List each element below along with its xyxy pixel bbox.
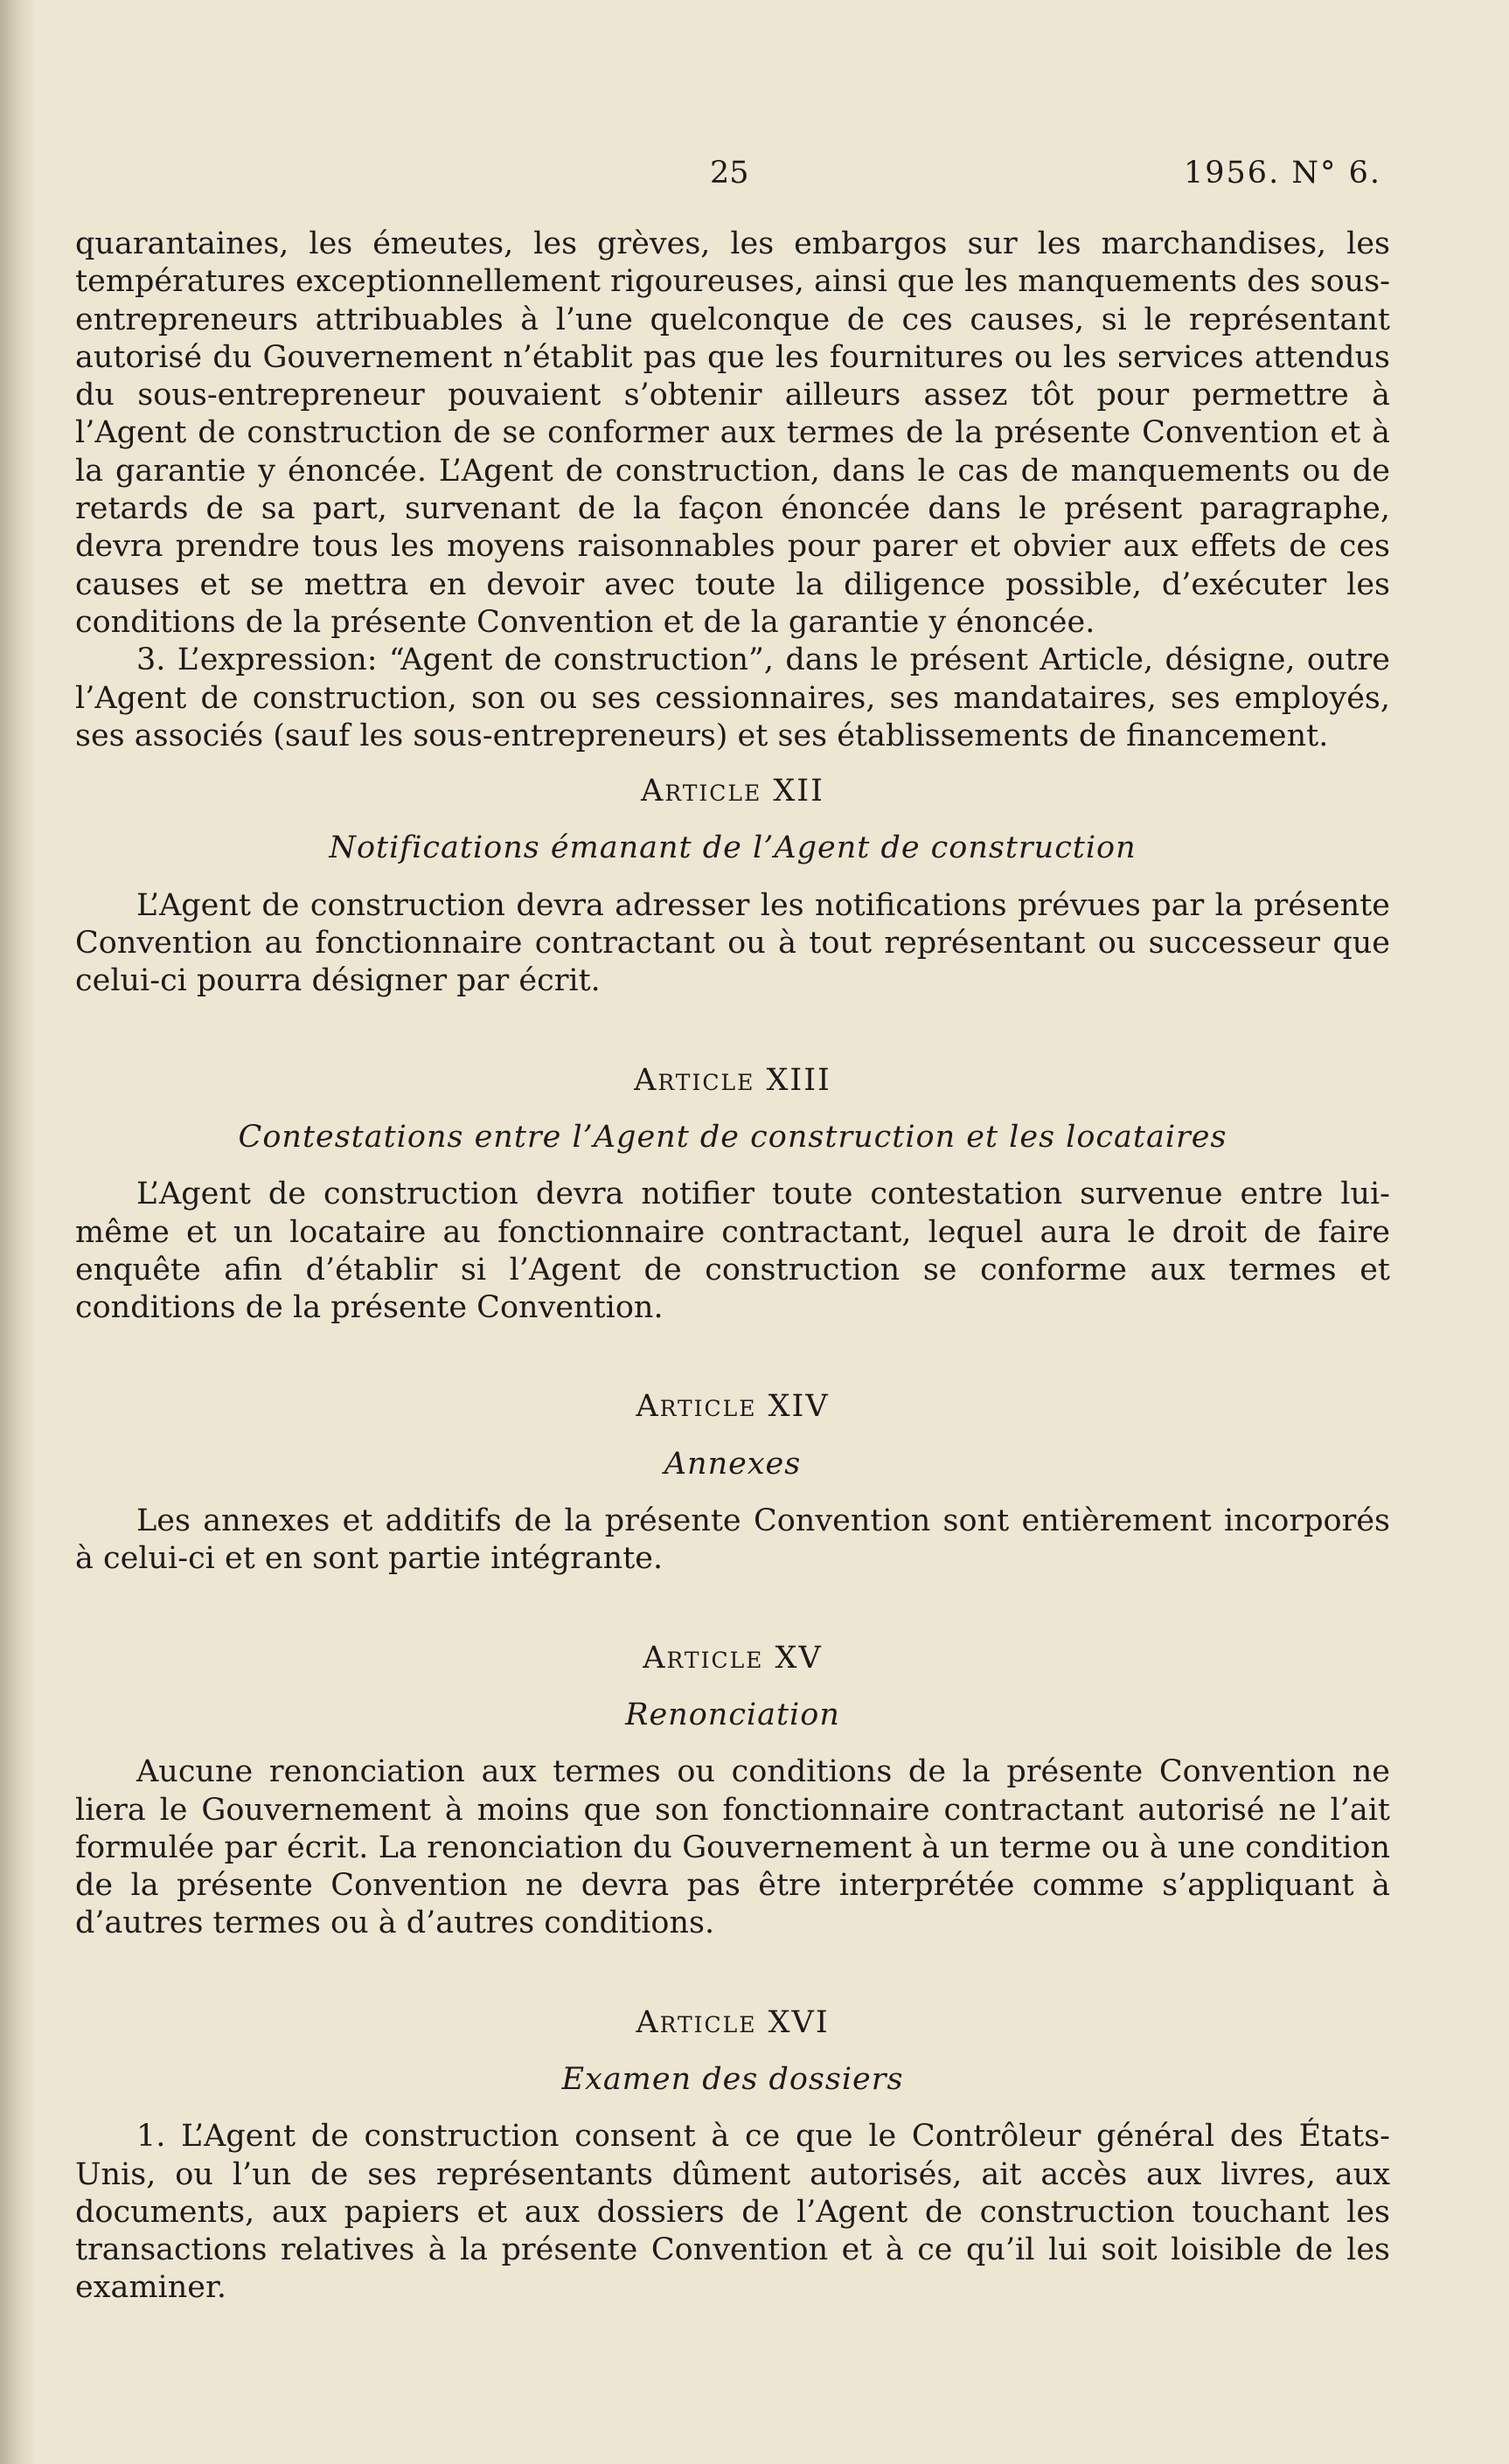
article-15-heading: Article XV [643,1640,823,1676]
page-header [0,156,1509,199]
article-14-title: Annexes [664,1446,802,1482]
article-16-heading: Article XVI [636,2004,830,2040]
article-13-heading: Article XIII [634,1062,831,1098]
article-13-title: Contestations entre l’Agent de construction et les locataires [238,1119,1227,1155]
page-binding-shadow [0,0,35,2464]
document-body [75,226,1390,2308]
article-16-title: Examen des dossiers [561,2061,904,2097]
article-15-text: Aucune renonciation aux termes ou conditions de la présente Convention ne liera le Gouvernement à moins que son fonctionnaire contractant autorisé ne l’ait formulée par écrit. La renonciation du Gouvernement à un terme ou à une condition de la présente Convention ne devra pas être interprétée comme s’appliquant à d’autres termes ou à d’autres conditions. [75,1754,1390,1941]
article-13-text: L’Agent de construction devra notifier toute contestation survenue entre lui-même et un locataire au fonctionnaire contractant, lequel aura le droit de faire enquête afin d’établir si l’Agent de construction se conforme aux termes et conditions de la présente Convention. [75,1176,1390,1326]
paragraph-continued: quarantaines, les émeutes, les grèves, les embargos sur les marchandises, les températures exceptionnellement rigoureuses, ainsi que les manquements des sous-entrepreneurs attribuables à l’une quelconque de ces causes, si le représentant autorisé du Gouvernement n’établit pas que les fournitures ou les services attendus du sous-entrepreneur pouvaient s’obtenir ailleurs assez tôt pour permettre à l’Agent de construction de se conformer aux termes de la présente Convention et à la garantie y énoncée. L’Agent de construction, dans le cas de manquements ou de retards de sa part, survenant de la façon énoncée dans le présent paragraphe, devra prendre tous les moyens raisonnables pour parer et obvier aux effets de ces causes et se mettra en devoir avec toute la diligence possible, d’exécuter les conditions de la présente Convention et de la garantie y énoncée. [75,226,1390,640]
article-14-text: Les annexes et additifs de la présente Convention sont entièrement incorporés à celui-ci et en sont partie intégrante. [75,1503,1390,1577]
article-14-heading: Article XIV [636,1389,830,1425]
article-12-heading: Article XII [641,774,824,809]
treaty-reference: 1956. N° 6. [1184,156,1381,191]
article-12-text: L’Agent de construction devra adresser les notifications prévues par la présente Convention au fonctionnaire contractant ou à tout représentant ou successeur que celui-ci pourra désigner par écrit. [75,887,1390,999]
article-16-text: 1. L’Agent de construction consent à ce que le Contrôleur général des États-Unis, ou l’un de ses représentants dûment autorisés, ait accès aux livres, aux documents, aux papiers et aux dossiers de l’Agent de construction touchant les transactions relatives à la présente Convention et à ce qu’il lui soit loisible de les examiner. [75,2119,1390,2306]
article-15-title: Renonciation [625,1697,840,1732]
paragraph-definition: 3. L’expression: “Agent de construction”, dans le présent Article, désigne, outre l’Agent de construction, son ou ses cessionnaires, ses mandataires, ses employés, ses associés (sauf les sous-entrepreneurs) et ses établissements de financement. [75,642,1390,753]
article-12-title: Notifications émanant de l’Agent de construction [329,830,1137,866]
page-number: 25 [710,156,749,191]
